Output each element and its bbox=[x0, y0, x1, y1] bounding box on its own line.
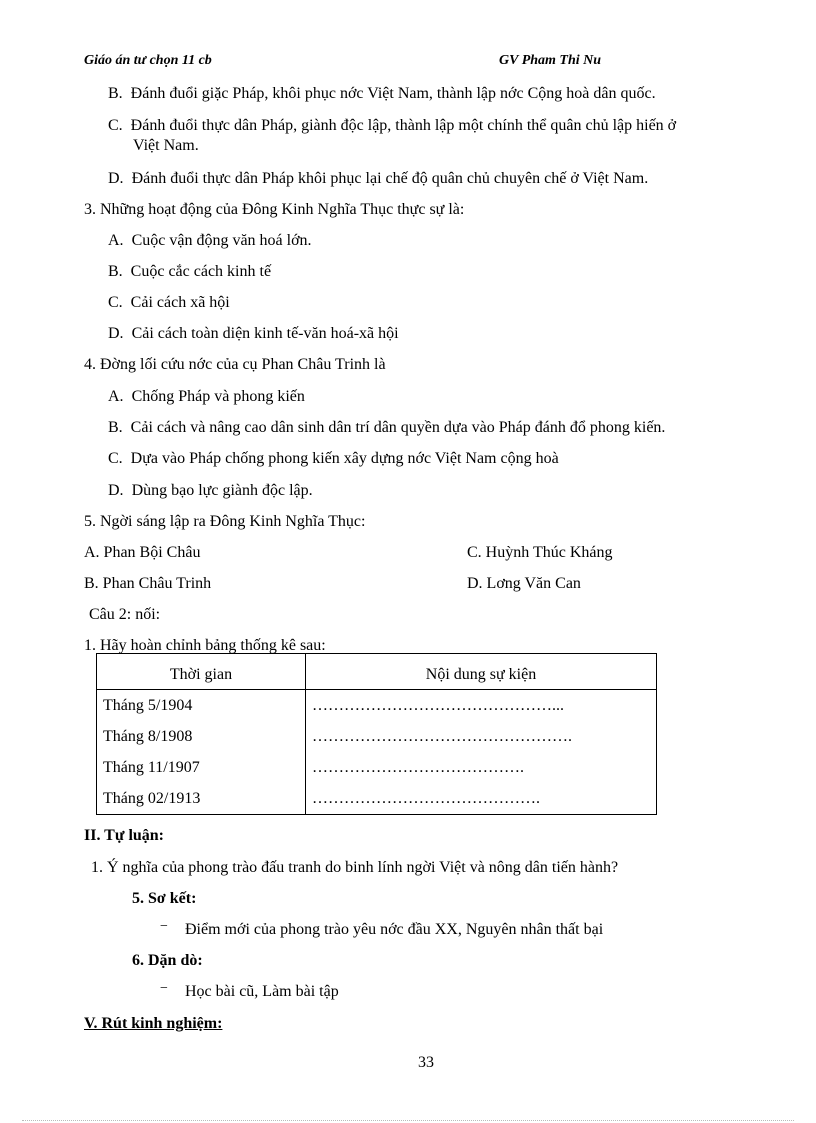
option-letter: B. bbox=[108, 419, 123, 436]
q2-option-d bbox=[108, 169, 648, 189]
table-cell-blank: …………………………………………. bbox=[312, 728, 572, 745]
option-text: Đánh đuổi thực dân Pháp khôi phục lại chế độ quân chủ chuyên chế ở Việt Nam. bbox=[131, 170, 649, 187]
question-5: 5. Ngời sáng lập ra Đông Kinh Nghĩa Thục: bbox=[84, 513, 366, 530]
q4-option-d bbox=[108, 481, 313, 501]
rut-kinh-nghiem-heading: V. Rút kinh nghiệm: bbox=[84, 1015, 223, 1032]
table-cell-blank: …………………………………. bbox=[312, 759, 524, 776]
option-text: Cuộc vận động văn hoá lớn. bbox=[131, 232, 312, 249]
q5-option-a: A. Phan Bội Châu bbox=[84, 544, 201, 561]
q5-option-d: D. Lơng Văn Can bbox=[467, 575, 581, 592]
dash-bullet-icon: − bbox=[160, 919, 168, 934]
option-text: Dùng bạo lực giành độc lập. bbox=[131, 482, 313, 499]
table-header: Nội dung sự kiện bbox=[306, 654, 657, 690]
option-letter: C. bbox=[108, 450, 123, 467]
option-letter: C. bbox=[108, 117, 123, 134]
table-header: Thời gian bbox=[97, 654, 306, 690]
question-3: 3. Những hoạt động của Đông Kinh Nghĩa Thục thực sự là: bbox=[84, 201, 465, 218]
option-letter: B. bbox=[108, 263, 123, 280]
q4-option-c bbox=[108, 449, 559, 469]
option-letter: D. bbox=[108, 325, 124, 342]
option-text: Cải cách toàn diện kinh tế-văn hoá-xã hội bbox=[131, 325, 399, 342]
option-text: Chống Pháp và phong kiến bbox=[131, 388, 305, 405]
option-letter: D. bbox=[108, 170, 124, 187]
table-intro: 1. Hãy hoàn chỉnh bảng thống kê sau: bbox=[84, 637, 326, 654]
q4-option-b bbox=[108, 418, 665, 438]
q5-option-c: C. Huỳnh Thúc Kháng bbox=[467, 544, 613, 561]
table-cell-blank: ……………………………………. bbox=[312, 790, 540, 807]
q3-option-c bbox=[108, 293, 230, 313]
table-cell-blank: ………………………………………... bbox=[312, 697, 564, 714]
question-4: 4. Đờng lối cứu nớc của cụ Phan Châu Trinh là bbox=[84, 356, 386, 373]
table-header-row bbox=[97, 654, 657, 690]
dando-item: Học bài cũ, Làm bài tập bbox=[185, 983, 339, 1000]
option-text: Đánh đuổi giặc Pháp, khôi phục nớc Việt Nam, thành lập nớc Cộng hoà dân quốc. bbox=[130, 85, 656, 102]
dash-bullet-icon: − bbox=[160, 981, 168, 996]
option-text: Cuộc cắc cách kinh tế bbox=[130, 263, 272, 280]
option-letter: B. bbox=[108, 85, 123, 102]
event-table bbox=[96, 653, 657, 815]
q5-option-b: B. Phan Châu Trinh bbox=[84, 575, 212, 592]
page-number: 33 bbox=[418, 1054, 434, 1071]
cau-2-label: Câu 2: nối: bbox=[89, 606, 161, 623]
q3-option-a bbox=[108, 231, 312, 251]
option-text: Đánh đuổi thực dân Pháp, giành độc lập, thành lập một chính thể quân chủ lập hiến ở bbox=[130, 117, 677, 134]
tuluan-question-1: 1. Ý nghĩa của phong trào đấu tranh do binh lính ngời Việt và nông dân tiến hành? bbox=[91, 859, 619, 876]
header-left: Giáo án tư chọn 11 cb bbox=[84, 53, 212, 68]
option-text: Cải cách và nâng cao dân sinh dân trí dân quyền dựa vào Pháp đánh đổ phong kiến. bbox=[130, 419, 666, 436]
option-text: Dựa vào Pháp chống phong kiến xây dựng nớc Việt Nam cộng hoà bbox=[130, 450, 559, 467]
table-cell-date: Tháng 8/1908 bbox=[103, 728, 193, 745]
q2-option-b bbox=[108, 84, 656, 104]
soket-heading: 5. Sơ kết: bbox=[132, 890, 197, 907]
option-letter: A. bbox=[108, 388, 124, 405]
option-text: Cải cách xã hội bbox=[130, 294, 230, 311]
q2-option-c bbox=[108, 116, 676, 136]
option-letter: C. bbox=[108, 294, 123, 311]
q4-option-a bbox=[108, 387, 305, 407]
q3-option-b bbox=[108, 262, 271, 282]
table-cell-date: Tháng 11/1907 bbox=[103, 759, 200, 776]
q2-option-c-continued: Việt Nam. bbox=[133, 137, 199, 154]
table-cell-date: Tháng 5/1904 bbox=[103, 697, 193, 714]
page-bottom-divider bbox=[22, 1120, 794, 1121]
option-letter: D. bbox=[108, 482, 124, 499]
soket-item: Điểm mới của phong trào yêu nớc đầu XX, Nguyên nhân thất bại bbox=[185, 921, 604, 938]
header-right: GV Pham Thi Nu bbox=[499, 53, 602, 68]
option-letter: A. bbox=[108, 232, 124, 249]
dando-heading: 6. Dặn dò: bbox=[132, 952, 203, 969]
q3-option-d bbox=[108, 324, 399, 344]
table-row bbox=[97, 690, 657, 815]
table-cell-date: Tháng 02/1913 bbox=[103, 790, 201, 807]
tuluan-heading: II. Tự luận: bbox=[84, 827, 165, 844]
